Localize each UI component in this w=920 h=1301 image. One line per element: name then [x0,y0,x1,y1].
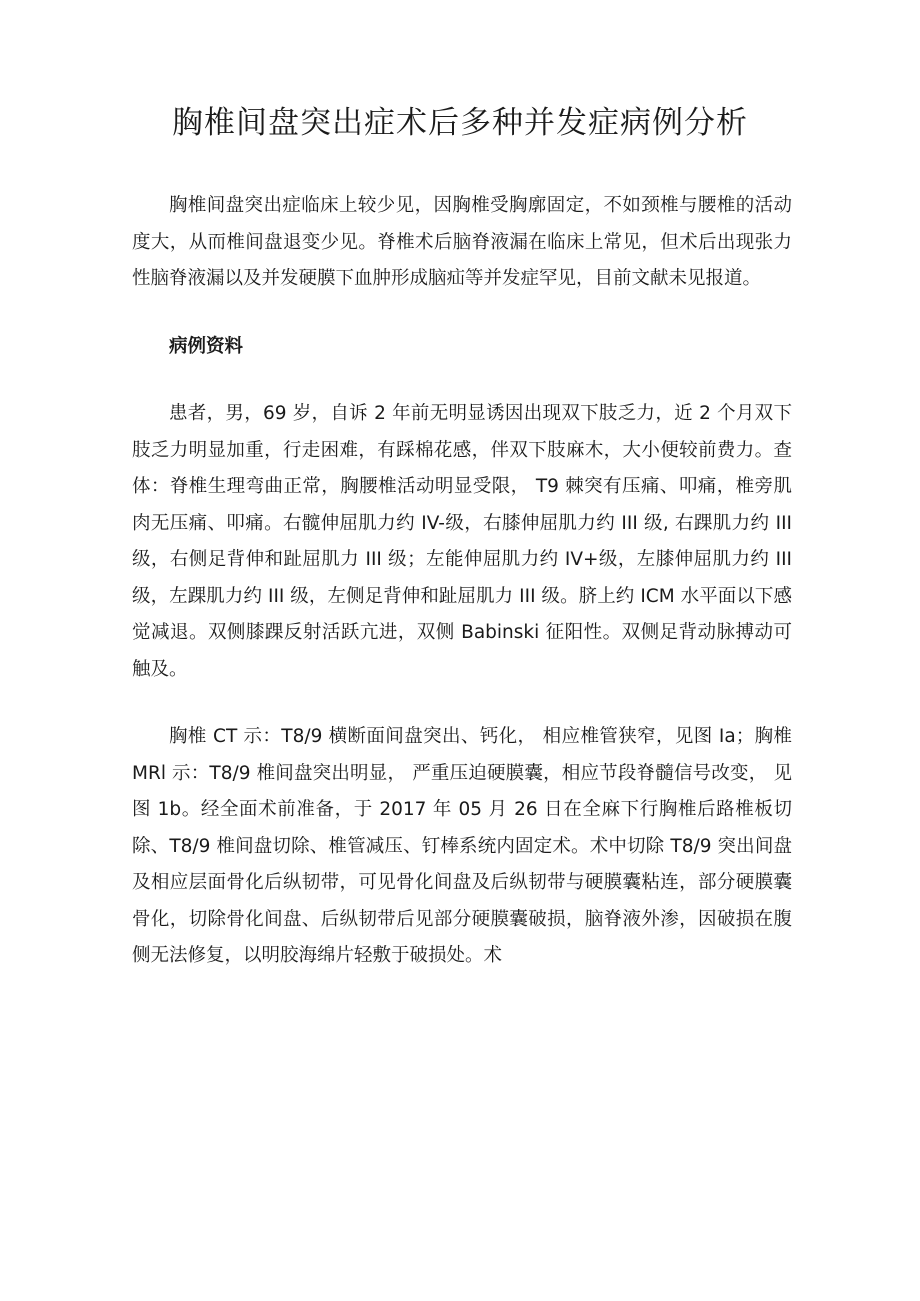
paragraph-gap [132,365,792,396]
paragraph-gap [132,688,792,719]
document-title: 胸椎间盘突出症术后多种并发症病例分析 [172,105,748,141]
section-heading: 病例资料 [169,335,244,357]
intro-paragraph: 胸椎间盘突出症临床上较少见，因胸椎受胸廓固定，不如颈椎与腰椎的活动度大，从而椎间盘退变少见。脊椎术后脑脊液漏在临床上常见，但术后出现张力性脑脊液漏以及并发硬膜下血肿形成脑疝等并发症罕见，目前文献未见报道。 [132,195,792,289]
imaging-paragraph: 胸椎 CT 示：T8/9 横断面间盘突出、钙化， 相应椎管狭窄，见图 Ia；胸椎 MRl 示：T8/9 椎间盘突出明显， 严重压迫硬膜囊，相应节段脊髓信号改变， 见图 1b。经全面术前准备，于 2017 年 05 月 26 日在全麻下行胸椎后路椎板切除、T8/9 椎间盘切除、椎管减压、钉棒系统内固定术。术中切除 T8/9 突出间盘及相应层面骨化后纵韧带，可见骨化间盘及后纵韧带与硬膜囊粘连，部分硬膜囊骨化，切除骨化间盘、后纵韧带后见部分硬膜囊破损，脑脊液外渗，因破损在腹侧无法修复，以明胶海绵片轻敷于破损处。术 [132,726,792,966]
document-body [132,188,792,975]
paragraph-gap [132,298,792,329]
case-paragraph: 患者，男，69 岁，自诉 2 年前无明显诱因出现双下肢乏力，近 2 个月双下肢乏力明显加重，行走困难，有踩棉花感，伴双下肢麻木，大小便较前费力。查体：脊椎生理弯曲正常，胸腰椎活动明显受限， T9 棘突有压痛、叩痛，椎旁肌肉无压痛、叩痛。右髋伸屈肌力约 IV-级，右膝伸屈肌力约 III 级, 右踝肌力约 III 级，右侧足背伸和趾屈肌力 III 级；左能伸屈肌力约 IV+级，左膝伸屈肌力约 III 级，左踝肌力约 III 级，左侧足背伸和趾屈肌力 III 级。脐上约 ICM 水平面以下感觉减退。双侧膝踝反射活跃亢进，双侧 Babinski 征阳性。双侧足背动脉搏动可触及。 [132,403,792,680]
